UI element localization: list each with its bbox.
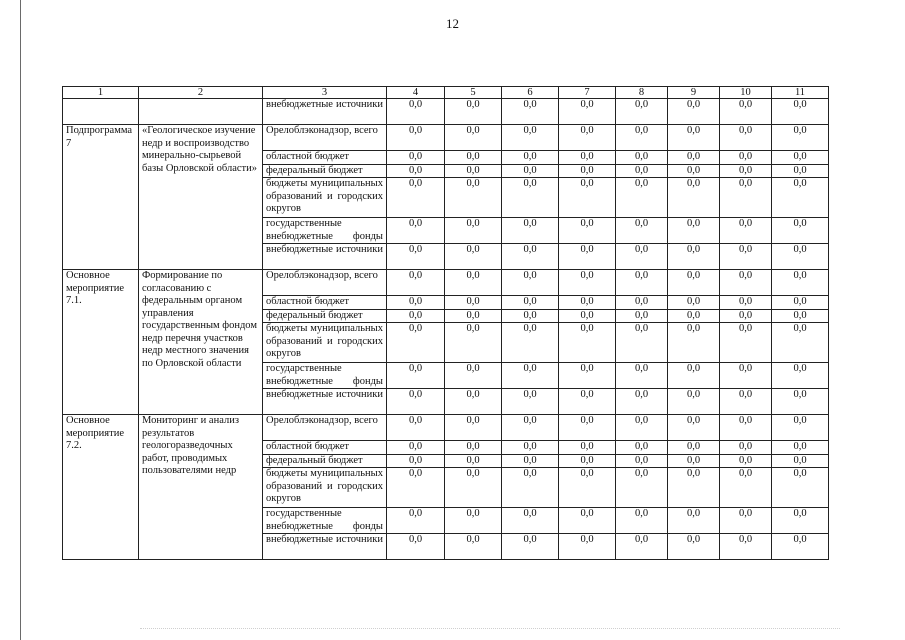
value-cell: 0,0: [668, 441, 720, 455]
value-cell: 0,0: [720, 468, 772, 508]
source-cell: бюджеты муниципальных образований и городских округов: [263, 468, 387, 508]
source-cell: федеральный бюджет: [263, 454, 387, 468]
value-cell: 0,0: [502, 389, 559, 415]
value-cell: 0,0: [616, 125, 668, 151]
value-cell: 0,0: [502, 164, 559, 178]
col-header-4: 4: [387, 87, 445, 99]
value-cell: 0,0: [387, 270, 445, 296]
value-cell: 0,0: [668, 468, 720, 508]
value-cell: 0,0: [772, 99, 829, 125]
value-cell: 0,0: [668, 309, 720, 323]
scan-noise: [140, 628, 840, 630]
program-title: Мониторинг и анализ результатов геологоразведочных работ, проводимых пользователями недр: [139, 415, 263, 560]
col-header-10: 10: [720, 87, 772, 99]
col-header-6: 6: [502, 87, 559, 99]
source-cell: областной бюджет: [263, 296, 387, 310]
value-cell: 0,0: [559, 125, 616, 151]
value-cell: 0,0: [445, 389, 502, 415]
value-cell: 0,0: [668, 534, 720, 560]
value-cell: 0,0: [616, 270, 668, 296]
value-cell: 0,0: [668, 99, 720, 125]
value-cell: 0,0: [668, 323, 720, 363]
value-cell: 0,0: [772, 164, 829, 178]
value-cell: 0,0: [720, 363, 772, 389]
source-cell: внебюджетные источники: [263, 389, 387, 415]
value-cell: 0,0: [559, 270, 616, 296]
value-cell: 0,0: [720, 309, 772, 323]
page-number: 12: [446, 16, 459, 31]
value-cell: 0,0: [445, 296, 502, 310]
value-cell: 0,0: [559, 389, 616, 415]
value-cell: 0,0: [720, 178, 772, 218]
value-cell: 0,0: [502, 454, 559, 468]
value-cell: 0,0: [616, 454, 668, 468]
col-header-3: 3: [263, 87, 387, 99]
value-cell: 0,0: [445, 468, 502, 508]
value-cell: 0,0: [720, 270, 772, 296]
header-row: [63, 87, 829, 99]
source-cell: областной бюджет: [263, 441, 387, 455]
value-cell: 0,0: [502, 309, 559, 323]
value-cell: 0,0: [616, 508, 668, 534]
value-cell: 0,0: [559, 508, 616, 534]
value-cell: 0,0: [616, 309, 668, 323]
value-cell: 0,0: [772, 323, 829, 363]
table-row: [63, 270, 829, 296]
value-cell: 0,0: [668, 270, 720, 296]
col-header-2: 2: [139, 87, 263, 99]
value-cell: 0,0: [387, 389, 445, 415]
value-cell: 0,0: [559, 323, 616, 363]
source-cell: Орелоблэконадзор, всего: [263, 270, 387, 296]
value-cell: 0,0: [720, 164, 772, 178]
value-cell: 0,0: [445, 363, 502, 389]
value-cell: 0,0: [445, 441, 502, 455]
value-cell: 0,0: [668, 296, 720, 310]
page-margin-rule: [20, 0, 21, 640]
value-cell: 0,0: [616, 363, 668, 389]
value-cell: 0,0: [387, 441, 445, 455]
value-cell: 0,0: [387, 468, 445, 508]
col-header-5: 5: [445, 87, 502, 99]
value-cell: 0,0: [445, 309, 502, 323]
value-cell: 0,0: [616, 323, 668, 363]
value-cell: 0,0: [502, 534, 559, 560]
value-cell: 0,0: [772, 389, 829, 415]
value-cell: 0,0: [445, 151, 502, 165]
value-cell: 0,0: [387, 415, 445, 441]
value-cell: 0,0: [559, 309, 616, 323]
value-cell: 0,0: [559, 218, 616, 244]
source-cell: внебюджетные источники: [263, 244, 387, 270]
value-cell: 0,0: [720, 389, 772, 415]
value-cell: 0,0: [445, 270, 502, 296]
value-cell: 0,0: [720, 99, 772, 125]
value-cell: 0,0: [668, 164, 720, 178]
program-label: Основное мероприятие 7.1.: [63, 270, 139, 415]
value-cell: 0,0: [387, 363, 445, 389]
source-cell: областной бюджет: [263, 151, 387, 165]
program-title: «Геологическое изучение недр и воспроизводство минерально-сырьевой базы Орловской области»: [139, 125, 263, 270]
value-cell: 0,0: [445, 508, 502, 534]
source-cell: Орелоблэконадзор, всего: [263, 415, 387, 441]
value-cell: 0,0: [502, 323, 559, 363]
value-cell: 0,0: [559, 415, 616, 441]
value-cell: 0,0: [720, 454, 772, 468]
value-cell: 0,0: [387, 125, 445, 151]
value-cell: 0,0: [387, 296, 445, 310]
value-cell: 0,0: [445, 415, 502, 441]
value-cell: 0,0: [387, 164, 445, 178]
value-cell: 0,0: [616, 534, 668, 560]
col-header-1: 1: [63, 87, 139, 99]
empty-title-cell: [139, 99, 263, 125]
value-cell: 0,0: [720, 125, 772, 151]
value-cell: 0,0: [502, 218, 559, 244]
source-cell: Орелоблэконадзор, всего: [263, 125, 387, 151]
value-cell: 0,0: [772, 363, 829, 389]
value-cell: 0,0: [668, 244, 720, 270]
value-cell: 0,0: [772, 296, 829, 310]
value-cell: 0,0: [668, 389, 720, 415]
program-title: Формирование по согласованию с федеральным органом управления государственным фондом недр перечня участков недр местного значения по Орловской области: [139, 270, 263, 415]
value-cell: 0,0: [772, 218, 829, 244]
value-cell: 0,0: [559, 164, 616, 178]
value-cell: 0,0: [559, 151, 616, 165]
value-cell: 0,0: [720, 244, 772, 270]
col-header-11: 11: [772, 87, 829, 99]
table-row: [63, 99, 829, 125]
col-header-7: 7: [559, 87, 616, 99]
value-cell: 0,0: [559, 244, 616, 270]
value-cell: 0,0: [772, 508, 829, 534]
value-cell: 0,0: [502, 415, 559, 441]
value-cell: 0,0: [445, 218, 502, 244]
source-cell: государственные внебюджетные фонды: [263, 218, 387, 244]
value-cell: 0,0: [502, 244, 559, 270]
value-cell: 0,0: [668, 454, 720, 468]
value-cell: 0,0: [668, 125, 720, 151]
value-cell: 0,0: [387, 178, 445, 218]
value-cell: 0,0: [668, 363, 720, 389]
value-cell: 0,0: [559, 296, 616, 310]
value-cell: 0,0: [772, 415, 829, 441]
value-cell: 0,0: [616, 244, 668, 270]
value-cell: 0,0: [720, 151, 772, 165]
value-cell: 0,0: [772, 534, 829, 560]
value-cell: 0,0: [559, 178, 616, 218]
value-cell: 0,0: [445, 125, 502, 151]
value-cell: 0,0: [772, 151, 829, 165]
value-cell: 0,0: [445, 454, 502, 468]
value-cell: 0,0: [668, 218, 720, 244]
empty-label-cell: [63, 99, 139, 125]
value-cell: 0,0: [387, 508, 445, 534]
value-cell: 0,0: [445, 99, 502, 125]
table-row: [63, 125, 829, 151]
value-cell: 0,0: [559, 534, 616, 560]
value-cell: 0,0: [502, 508, 559, 534]
value-cell: 0,0: [720, 323, 772, 363]
value-cell: 0,0: [502, 178, 559, 218]
value-cell: 0,0: [559, 99, 616, 125]
value-cell: 0,0: [720, 508, 772, 534]
col-header-9: 9: [668, 87, 720, 99]
value-cell: 0,0: [616, 389, 668, 415]
value-cell: 0,0: [772, 270, 829, 296]
value-cell: 0,0: [559, 363, 616, 389]
source-cell: государственные внебюджетные фонды: [263, 363, 387, 389]
value-cell: 0,0: [502, 441, 559, 455]
value-cell: 0,0: [387, 309, 445, 323]
value-cell: 0,0: [720, 441, 772, 455]
value-cell: 0,0: [502, 270, 559, 296]
value-cell: 0,0: [559, 454, 616, 468]
value-cell: 0,0: [445, 323, 502, 363]
value-cell: 0,0: [502, 125, 559, 151]
value-cell: 0,0: [772, 178, 829, 218]
value-cell: 0,0: [559, 468, 616, 508]
value-cell: 0,0: [616, 99, 668, 125]
source-cell: бюджеты муниципальных образований и городских округов: [263, 323, 387, 363]
value-cell: 0,0: [772, 441, 829, 455]
value-cell: 0,0: [720, 296, 772, 310]
value-cell: 0,0: [616, 151, 668, 165]
value-cell: 0,0: [772, 468, 829, 508]
value-cell: 0,0: [502, 296, 559, 310]
value-cell: 0,0: [387, 218, 445, 244]
value-cell: 0,0: [445, 244, 502, 270]
value-cell: 0,0: [502, 363, 559, 389]
value-cell: 0,0: [616, 441, 668, 455]
value-cell: 0,0: [616, 296, 668, 310]
value-cell: 0,0: [387, 99, 445, 125]
value-cell: 0,0: [387, 244, 445, 270]
value-cell: 0,0: [445, 178, 502, 218]
col-header-8: 8: [616, 87, 668, 99]
value-cell: 0,0: [445, 164, 502, 178]
value-cell: 0,0: [668, 151, 720, 165]
value-cell: 0,0: [720, 534, 772, 560]
value-cell: 0,0: [387, 534, 445, 560]
value-cell: 0,0: [445, 534, 502, 560]
budget-table: [62, 86, 829, 560]
value-cell: 0,0: [502, 151, 559, 165]
program-label: Подпрограмма 7: [63, 125, 139, 270]
table-row: [63, 415, 829, 441]
source-cell: внебюджетные источники: [263, 99, 387, 125]
source-cell: федеральный бюджет: [263, 309, 387, 323]
value-cell: 0,0: [616, 178, 668, 218]
source-cell: государственные внебюджетные фонды: [263, 508, 387, 534]
value-cell: 0,0: [387, 323, 445, 363]
source-cell: бюджеты муниципальных образований и городских округов: [263, 178, 387, 218]
value-cell: 0,0: [616, 468, 668, 508]
value-cell: 0,0: [720, 415, 772, 441]
value-cell: 0,0: [772, 125, 829, 151]
value-cell: 0,0: [616, 218, 668, 244]
value-cell: 0,0: [772, 309, 829, 323]
value-cell: 0,0: [772, 454, 829, 468]
value-cell: 0,0: [559, 441, 616, 455]
value-cell: 0,0: [668, 178, 720, 218]
source-cell: федеральный бюджет: [263, 164, 387, 178]
value-cell: 0,0: [772, 244, 829, 270]
value-cell: 0,0: [668, 415, 720, 441]
program-label: Основное мероприятие 7.2.: [63, 415, 139, 560]
source-cell: внебюджетные источники: [263, 534, 387, 560]
value-cell: 0,0: [502, 468, 559, 508]
value-cell: 0,0: [668, 508, 720, 534]
value-cell: 0,0: [502, 99, 559, 125]
value-cell: 0,0: [616, 164, 668, 178]
value-cell: 0,0: [720, 218, 772, 244]
value-cell: 0,0: [616, 415, 668, 441]
value-cell: 0,0: [387, 454, 445, 468]
value-cell: 0,0: [387, 151, 445, 165]
